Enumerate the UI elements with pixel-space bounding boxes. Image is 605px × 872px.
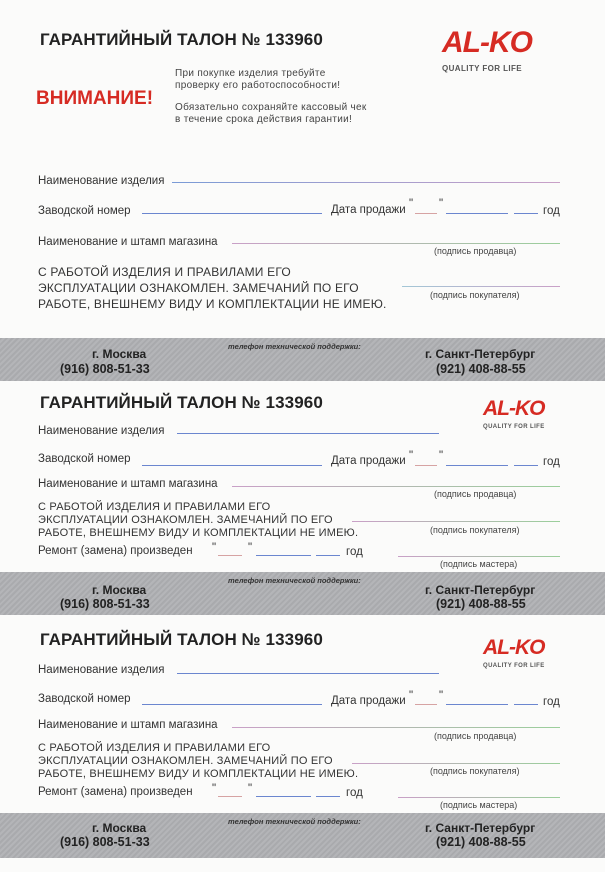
shop-field[interactable] [232, 486, 560, 487]
spb-phone: (921) 408-88-55 [436, 362, 526, 376]
shop-field[interactable] [232, 243, 560, 244]
shop-label: Наименование и штамп магазина [38, 236, 218, 248]
alko-logo [483, 637, 545, 669]
repair-month-field[interactable] [256, 555, 311, 556]
repair-year-field[interactable] [316, 555, 340, 556]
quote-close: " [439, 690, 444, 702]
moscow-phone: (916) 808-51-33 [60, 362, 150, 376]
consent-line-3: РАБОТЕ, ВНЕШНЕМУ ВИДУ И КОМПЛЕКТАЦИИ НЕ ИМЕЮ. [38, 768, 359, 780]
quote-open: " [212, 542, 217, 554]
buyer-sign-field[interactable] [352, 521, 560, 522]
serial-number-field[interactable] [142, 465, 322, 466]
sale-day-field[interactable] [415, 704, 437, 705]
warning-heading: ВНИМАНИЕ! [36, 88, 154, 109]
sale-date-label: Дата продажи [331, 455, 406, 467]
repair-year-field[interactable] [316, 796, 340, 797]
quote-close: " [439, 450, 444, 462]
support-label: телефон технической поддержки: [228, 342, 361, 351]
master-sign-field[interactable] [398, 556, 560, 557]
sale-year-field[interactable] [514, 465, 538, 466]
consent-line-2: ЭКСПЛУАТАЦИИ ОЗНАКОМЛЕН. ЗАМЕЧАНИЙ ПО ЕГО [38, 514, 333, 526]
shop-label: Наименование и штамп магазина [38, 719, 218, 731]
warning-line-1: При покупке изделия требуйте [175, 68, 326, 79]
support-band-2 [0, 572, 605, 615]
serial-number-label: Заводской номер [38, 453, 131, 465]
serial-number-label: Заводской номер [38, 205, 131, 217]
alko-logo [442, 28, 532, 73]
spb-city: г. Санкт-Петербург [425, 821, 536, 835]
year-label: год [346, 787, 363, 799]
serial-number-field[interactable] [142, 213, 322, 214]
consent-line-2: ЭКСПЛУАТАЦИИ ОЗНАКОМЛЕН. ЗАМЕЧАНИЙ ПО ЕГО [38, 281, 359, 295]
quote-close: " [439, 198, 444, 210]
sale-date-label: Дата продажи [331, 695, 406, 707]
sale-month-field[interactable] [446, 465, 508, 466]
quote-open: " [409, 198, 414, 210]
sale-year-field[interactable] [514, 213, 538, 214]
consent-line-1: С РАБОТОЙ ИЗДЕЛИЯ И ПРАВИЛАМИ ЕГО [38, 501, 271, 513]
year-label: год [346, 546, 363, 558]
logo-text: AL-KO [483, 397, 545, 420]
product-name-field[interactable] [172, 182, 560, 183]
sale-year-field[interactable] [514, 704, 538, 705]
consent-line-1: С РАБОТОЙ ИЗДЕЛИЯ И ПРАВИЛАМИ ЕГО [38, 742, 271, 754]
product-name-label: Наименование изделия [38, 664, 165, 676]
logo-tagline: QUALITY FOR LIFE [483, 663, 545, 669]
coupon-title: ГАРАНТИЙНЫЙ ТАЛОН № 133960 [40, 630, 323, 649]
product-name-label: Наименование изделия [38, 175, 165, 187]
quote-close: " [248, 783, 253, 795]
logo-tagline: QUALITY FOR LIFE [442, 64, 523, 73]
product-name-label: Наименование изделия [38, 425, 165, 437]
year-label: год [543, 456, 560, 468]
support-label: телефон технической поддержки: [228, 817, 361, 826]
year-label: год [543, 205, 560, 217]
moscow-city: г. Москва [92, 347, 147, 361]
sale-month-field[interactable] [446, 704, 508, 705]
shop-label: Наименование и штамп магазина [38, 478, 218, 490]
spb-phone: (921) 408-88-55 [436, 597, 526, 611]
consent-line-3: РАБОТЕ, ВНЕШНЕМУ ВИДУ И КОМПЛЕКТАЦИИ НЕ ИМЕЮ. [38, 527, 359, 539]
warning-line-3: Обязательно сохраняйте кассовый чек [175, 102, 367, 113]
repair-label: Ремонт (замена) произведен [38, 786, 193, 798]
buyer-sign-caption: (подпись покупателя) [430, 290, 520, 300]
quote-close: " [248, 542, 253, 554]
support-band-1 [0, 338, 605, 381]
warning-line-2: проверку его работоспособности! [175, 80, 341, 91]
moscow-city: г. Москва [92, 583, 147, 597]
support-label: телефон технической поддержки: [228, 576, 361, 585]
year-label: год [543, 696, 560, 708]
buyer-sign-field[interactable] [352, 763, 560, 764]
moscow-phone: (916) 808-51-33 [60, 597, 150, 611]
consent-line-3: РАБОТЕ, ВНЕШНЕМУ ВИДУ И КОМПЛЕКТАЦИИ НЕ ИМЕЮ. [38, 297, 387, 311]
product-name-field[interactable] [177, 433, 439, 434]
quote-open: " [409, 450, 414, 462]
shop-field[interactable] [232, 727, 560, 728]
logo-text: AL-KO [483, 636, 545, 659]
quote-open: " [212, 783, 217, 795]
spb-city: г. Санкт-Петербург [425, 347, 536, 361]
logo-tagline: QUALITY FOR LIFE [483, 424, 545, 430]
spb-phone: (921) 408-88-55 [436, 835, 526, 849]
logo-text: AL-KO [442, 26, 532, 59]
sale-day-field[interactable] [415, 213, 437, 214]
alko-logo [483, 398, 545, 430]
consent-line-2: ЭКСПЛУАТАЦИИ ОЗНАКОМЛЕН. ЗАМЕЧАНИЙ ПО ЕГО [38, 755, 333, 767]
repair-day-field[interactable] [218, 796, 242, 797]
coupon-title: ГАРАНТИЙНЫЙ ТАЛОН № 133960 [40, 393, 323, 412]
buyer-sign-caption: (подпись покупателя) [430, 766, 520, 776]
serial-number-field[interactable] [142, 704, 322, 705]
product-name-field[interactable] [177, 673, 439, 674]
serial-number-label: Заводской номер [38, 693, 131, 705]
quote-open: " [409, 690, 414, 702]
master-sign-caption: (подпись мастера) [440, 800, 518, 810]
repair-month-field[interactable] [256, 796, 311, 797]
seller-sign-caption: (подпись продавца) [434, 489, 517, 499]
moscow-city: г. Москва [92, 821, 147, 835]
support-band-3 [0, 813, 605, 858]
sale-day-field[interactable] [415, 465, 437, 466]
repair-day-field[interactable] [218, 555, 242, 556]
buyer-sign-field[interactable] [402, 286, 560, 287]
master-sign-field[interactable] [398, 797, 560, 798]
seller-sign-caption: (подпись продавца) [434, 246, 517, 256]
consent-line-1: С РАБОТОЙ ИЗДЕЛИЯ И ПРАВИЛАМИ ЕГО [38, 265, 291, 279]
sale-date-label: Дата продажи [331, 204, 406, 216]
repair-label: Ремонт (замена) произведен [38, 545, 193, 557]
sale-month-field[interactable] [446, 213, 508, 214]
spb-city: г. Санкт-Петербург [425, 583, 536, 597]
buyer-sign-caption: (подпись покупателя) [430, 525, 520, 535]
moscow-phone: (916) 808-51-33 [60, 835, 150, 849]
warning-line-4: в течение срока действия гарантии! [175, 114, 353, 125]
coupon-title: ГАРАНТИЙНЫЙ ТАЛОН № 133960 [40, 30, 323, 49]
master-sign-caption: (подпись мастера) [440, 559, 518, 569]
seller-sign-caption: (подпись продавца) [434, 731, 517, 741]
